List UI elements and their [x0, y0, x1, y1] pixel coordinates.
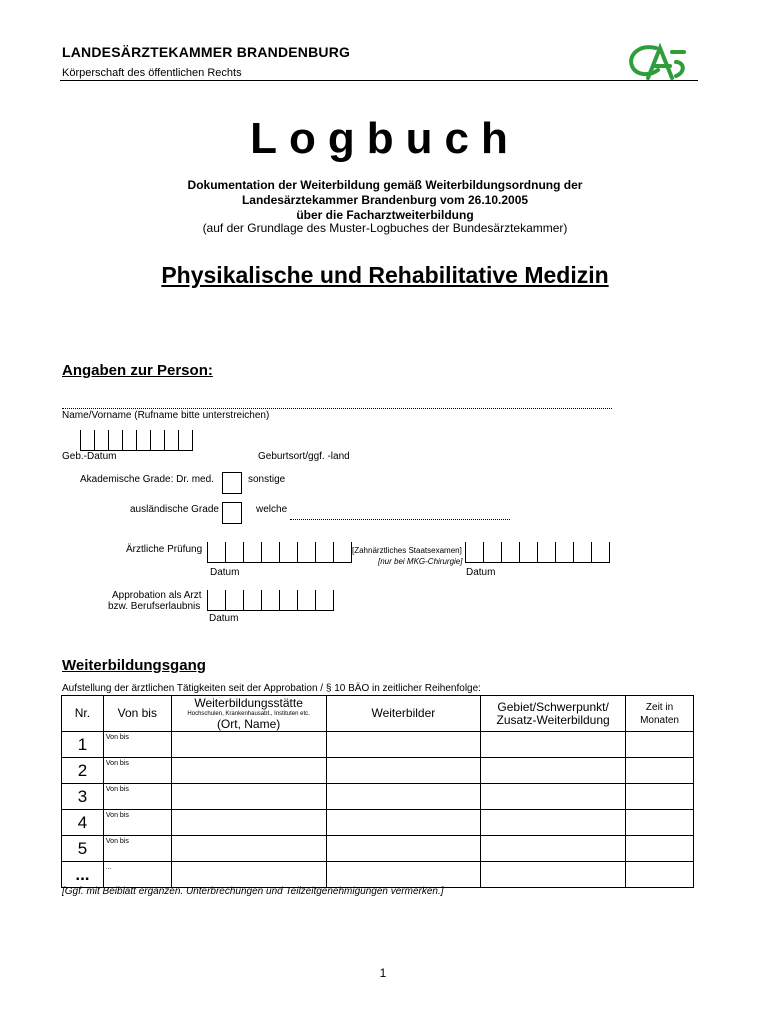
zeit-cell[interactable] [626, 862, 694, 888]
foreign-degree-checkbox[interactable] [222, 502, 242, 524]
training-table [61, 695, 694, 888]
dental-exam-date-label: Datum [466, 567, 496, 578]
medical-exam-date-label: Datum [210, 567, 240, 578]
name-field[interactable] [62, 408, 612, 409]
von-bis-cell[interactable]: Von bis [103, 732, 171, 758]
approbation-date-label: Datum [209, 613, 239, 624]
von-bis-cell[interactable]: ... [103, 862, 171, 888]
intro-line-1: Dokumentation der Weiterbildung gemäß Weiterbildungsordnung der [187, 178, 583, 192]
gebiet-cell[interactable] [481, 862, 626, 888]
intro-line-2: Landesärztekammer Brandenburg vom 26.10.2005 [241, 193, 529, 207]
approbation-label-1: Approbation als Arzt [112, 590, 202, 601]
table-row [62, 862, 694, 888]
table-footnote: [Ggf. mit Beiblatt ergänzen. Unterbrechungen und Teilzeitgenehmigungen vermerken.] [62, 886, 444, 897]
weiterbilder-cell[interactable] [326, 784, 481, 810]
staette-cell[interactable] [171, 758, 326, 784]
person-section-heading: Angaben zur Person: [62, 362, 213, 379]
gebiet-cell[interactable] [481, 836, 626, 862]
staette-cell[interactable] [171, 862, 326, 888]
other-degree-label: sonstige [248, 474, 286, 485]
table-row [62, 784, 694, 810]
von-bis-cell[interactable]: Von bis [103, 810, 171, 836]
gebiet-cell[interactable] [481, 732, 626, 758]
name-label: Name/Vorname (Rufname bitte unterstreichen) [62, 410, 270, 421]
approbation-label-2: bzw. Berufserlaubnis [108, 601, 201, 612]
training-caption: Aufstellung der ärztlichen Tätigkeiten seit der Approbation / § 10 BÄO in zeitlicher Reihenfolge: [62, 683, 481, 694]
document-title: Logbuch [250, 114, 520, 163]
row-number: 2 [62, 758, 104, 784]
zeit-cell[interactable] [626, 810, 694, 836]
specialty-title: Physikalische und Rehabilitative Medizin [161, 262, 609, 288]
intro-line-4: (auf der Grundlage des Muster-Logbuches der Bundesärztekammer) [202, 221, 568, 235]
mkg-note-label: [nur bei MKG-Chirurgie] [378, 557, 463, 566]
gebiet-cell[interactable] [481, 784, 626, 810]
staette-cell[interactable] [171, 732, 326, 758]
gebiet-cell[interactable] [481, 810, 626, 836]
weiterbilder-cell[interactable] [326, 732, 481, 758]
approbation-date-field[interactable] [207, 590, 334, 611]
row-number: 3 [62, 784, 104, 810]
dental-exam-date-field[interactable] [465, 542, 610, 563]
staette-cell[interactable] [171, 836, 326, 862]
page-number: 1 [379, 966, 387, 980]
von-bis-cell[interactable]: Von bis [103, 758, 171, 784]
column-header-nr: Nr. [62, 696, 104, 732]
column-header-zeit: Zeit in Monaten [626, 696, 694, 732]
column-header-von-bis: Von bis [103, 696, 171, 732]
weiterbilder-cell[interactable] [326, 836, 481, 862]
dental-exam-label: [Zahnärztliches Staatsexamen] [352, 546, 462, 555]
weiterbilder-cell[interactable] [326, 810, 481, 836]
which-label: welche [256, 504, 288, 515]
row-number: ... [62, 862, 104, 888]
dr-med-checkbox[interactable] [222, 472, 242, 494]
table-row [62, 836, 694, 862]
column-header-staette: Weiterbildungsstätte Hochschulen, Krankenhausabt., Instituten etc. (Ort, Name) [171, 696, 326, 732]
birthdate-field[interactable] [80, 430, 193, 451]
foreign-degree-label: ausländische Grade [130, 504, 219, 515]
row-number: 5 [62, 836, 104, 862]
column-header-gebiet: Gebiet/Schwerpunkt/ Zusatz-Weiterbildung [481, 696, 626, 732]
weiterbilder-cell[interactable] [326, 758, 481, 784]
medical-exam-label: Ärztliche Prüfung [126, 544, 203, 555]
table-row [62, 732, 694, 758]
staette-cell[interactable] [171, 810, 326, 836]
staette-cell[interactable] [171, 784, 326, 810]
organization-subtitle: Körperschaft des öffentlichen Rechts [62, 67, 242, 79]
row-number: 4 [62, 810, 104, 836]
gebiet-cell[interactable] [481, 758, 626, 784]
intro-line-3: über die Facharztweiterbildung [296, 208, 474, 222]
column-header-weiterbilder: Weiterbilder [326, 696, 481, 732]
chamber-logo-icon [626, 42, 688, 82]
row-number: 1 [62, 732, 104, 758]
table-row [62, 810, 694, 836]
organization-name: LANDESÄRZTEKAMMER BRANDENBURG [62, 44, 351, 60]
header-divider [60, 80, 698, 81]
birthdate-label: Geb.-Datum [62, 451, 117, 462]
zeit-cell[interactable] [626, 758, 694, 784]
von-bis-cell[interactable]: Von bis [103, 836, 171, 862]
table-header-row [62, 696, 694, 732]
birthplace-label: Geburtsort/ggf. -land [258, 451, 350, 462]
academic-degree-label: Akademische Grade: Dr. med. [80, 474, 214, 485]
weiterbilder-cell[interactable] [326, 862, 481, 888]
zeit-cell[interactable] [626, 836, 694, 862]
zeit-cell[interactable] [626, 732, 694, 758]
table-row [62, 758, 694, 784]
which-field[interactable] [290, 519, 510, 520]
zeit-cell[interactable] [626, 784, 694, 810]
medical-exam-date-field[interactable] [207, 542, 352, 563]
von-bis-cell[interactable]: Von bis [103, 784, 171, 810]
training-section-heading: Weiterbildungsgang [62, 657, 206, 674]
